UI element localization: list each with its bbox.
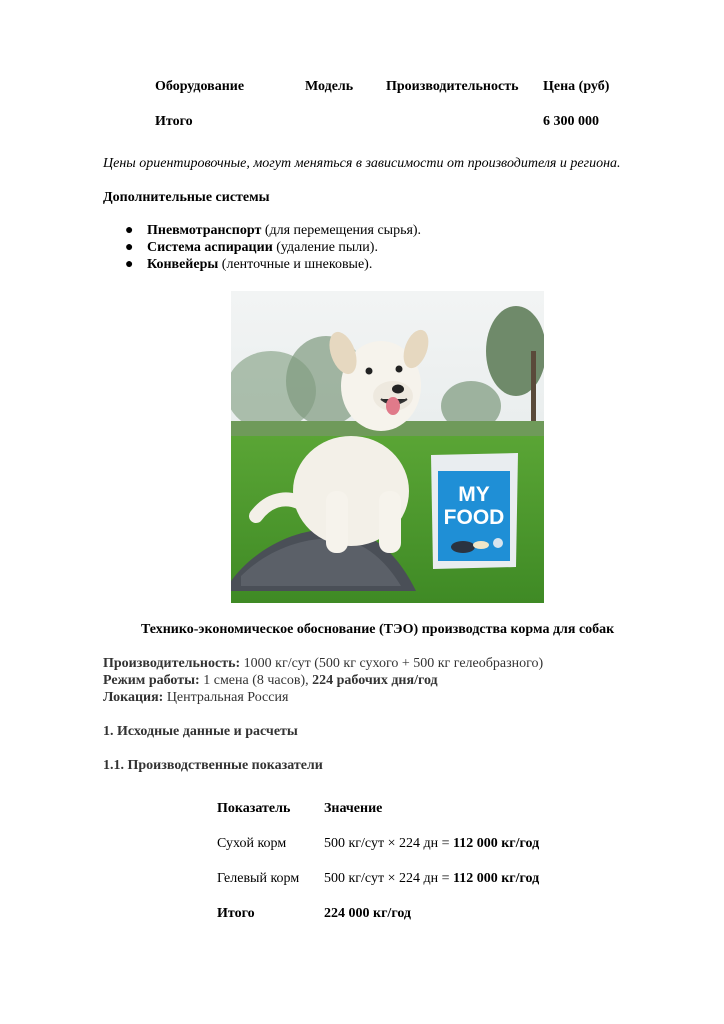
list-item: ● Система аспирации (удаление пыли).: [125, 240, 378, 255]
location-line: Локация: Центральная Россия: [103, 690, 289, 705]
work-mode-line: Режим работы: 1 смена (8 часов), 224 рабочих дня/год: [103, 673, 438, 688]
price-note: Цены ориентировочные, могут меняться в зависимости от производителя и региона.: [103, 156, 621, 171]
section-heading-1-1: 1.1. Производственные показатели: [103, 758, 323, 773]
document-title: Технико-экономическое обоснование (ТЭО) производства корма для собак: [141, 622, 615, 637]
prod-table-total-label: Итого: [217, 906, 255, 921]
bullet-icon: ●: [125, 257, 134, 272]
bag-label-line1: MY: [458, 483, 490, 506]
table-header-price: Цена (руб): [543, 79, 610, 94]
table-row-name: Гелевый корм: [217, 871, 300, 886]
dog-food-illustration: [231, 291, 544, 603]
bag-label-line2: FOOD: [443, 506, 505, 529]
prod-table-total-value: 224 000 кг/год: [324, 906, 412, 921]
table-row-value: 500 кг/сут × 224 дн = 112 000 кг/год: [324, 871, 540, 886]
table-total-value: 6 300 000: [543, 114, 599, 129]
table-header-equipment: Оборудование: [155, 79, 245, 94]
prod-table-header-indicator: Показатель: [217, 801, 291, 816]
list-item: ● Пневмотранспорт (для перемещения сырья).: [125, 223, 422, 238]
prod-table-header-value: Значение: [324, 801, 383, 816]
additional-systems-heading: Дополнительные системы: [103, 190, 270, 205]
capacity-line: Производительность: 1000 кг/сут (500 кг сухого + 500 кг гелеобразного): [103, 656, 544, 671]
table-row-value: 500 кг/сут × 224 дн = 112 000 кг/год: [324, 836, 540, 851]
table-total-label: Итого: [155, 114, 193, 129]
dog-food-photo: [231, 291, 544, 603]
list-item: ● Конвейеры (ленточные и шнековые).: [125, 257, 373, 272]
table-header-model: Модель: [305, 79, 354, 94]
section-heading-1: 1. Исходные данные и расчеты: [103, 724, 298, 739]
bullet-icon: ●: [125, 240, 134, 255]
table-header-capacity: Производительность: [386, 79, 519, 94]
additional-systems-list: [125, 222, 421, 273]
bullet-icon: ●: [125, 223, 134, 238]
table-row-name: Сухой корм: [217, 836, 287, 851]
